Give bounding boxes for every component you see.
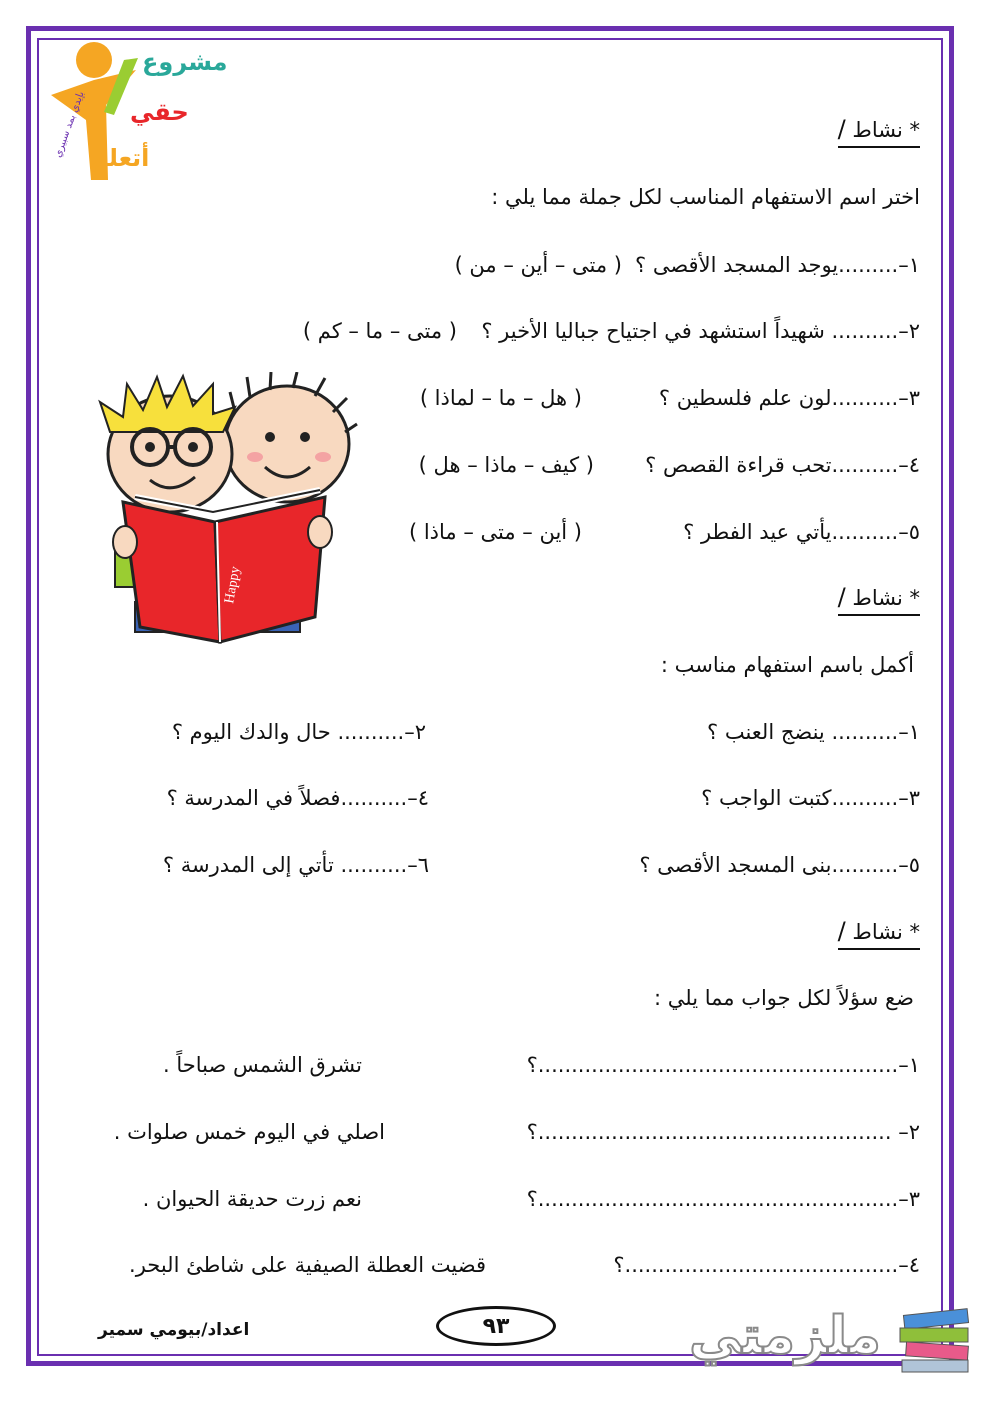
book-title: Happy — [222, 565, 244, 605]
page-number: ٩٣ — [436, 1306, 556, 1346]
activity3-question-1: ١–......................................................؟ — [526, 1053, 920, 1077]
activity1-options-3: ( هل – ما – لماذا ) — [419, 386, 582, 410]
activity3-instruction: ضع سؤلاً لكل جواب مما يلي : — [654, 986, 914, 1010]
activity3-answer-1: تشرق الشمس صباحاً . — [163, 1053, 362, 1077]
activity1-question-2: ٢–.......... شهيداً استشهد في اجتياح جباليا الأخير ؟ — [481, 319, 920, 343]
activity3-question-2: ٢– .....................................................؟ — [526, 1120, 920, 1144]
activity3-answer-2: اصلي في اليوم خمس صلوات . — [113, 1120, 385, 1144]
activity1-options-2: ( متى – ما – كم ) — [302, 319, 457, 343]
heading-slash: / — [837, 583, 846, 611]
kids-reading-illustration — [95, 372, 360, 647]
activity3-question-4: ٤–.........................................؟ — [613, 1253, 920, 1277]
activity3-question-3: ٣–......................................................؟ — [526, 1187, 920, 1211]
logo-word-right: حقي — [130, 98, 189, 126]
activity1-heading-text: * نشاط — [852, 118, 920, 142]
activity1-options-4: ( كيف – ماذا – هل ) — [418, 453, 594, 477]
heading-slash: / — [837, 917, 846, 945]
activity2-item-4: ٤–..........فصلاً في المدرسة ؟ — [166, 786, 429, 810]
author-credit: اعداد/بيومي سمير — [98, 1320, 250, 1340]
activity1-question-3: ٣–..........لون علم فلسطين ؟ — [658, 386, 920, 410]
activity2-item-2: ٢–.......... حال والدك اليوم ؟ — [171, 720, 426, 744]
activity3-answer-3: نعم زرت حديقة الحيوان . — [142, 1187, 362, 1211]
activity1-question-4: ٤–..........تحب قراءة القصص ؟ — [645, 453, 920, 477]
logo-tagline: بإيدي بمد سبيري — [52, 89, 87, 160]
activity1-instruction: اختر اسم الاستفهام المناسب لكل جملة مما يلي : — [491, 185, 920, 209]
project-logo — [46, 40, 226, 190]
activity2-item-6: ٦–.......... تأتي إلى المدرسة ؟ — [162, 853, 429, 877]
activity2-item-3: ٣–..........كتبت الواجب ؟ — [701, 786, 920, 810]
activity2-item-5: ٥–..........بنى المسجد الأقصى ؟ — [639, 853, 920, 877]
activity2-item-1: ١–.......... ينضج العنب ؟ — [707, 720, 920, 744]
brand-watermark — [660, 1292, 980, 1388]
activity1-options-1: ( متى – أين – من ) — [454, 253, 622, 277]
brand-name: ملزمتي — [689, 1306, 881, 1366]
kids-reading-icon — [95, 372, 360, 647]
activity1-question-1: ١–.........يوجد المسجد الأقصى ؟ — [635, 253, 920, 277]
activity1-heading — [838, 114, 920, 148]
logo-word-learn: أتعلم — [90, 144, 150, 172]
page-border-inner — [37, 38, 943, 1356]
activity3-heading-text: * نشاط — [852, 920, 920, 944]
activity1-options-5: ( أين – متى – ماذا ) — [408, 520, 582, 544]
activity2-heading-text: * نشاط — [852, 586, 920, 610]
logo-word-project: مشروع — [142, 48, 228, 76]
activity3-heading — [838, 916, 920, 950]
activity2-heading — [838, 582, 920, 616]
activity1-question-5: ٥–..........يأتي عيد الفطر ؟ — [683, 520, 920, 544]
activity2-instruction: أكمل باسم استفهام مناسب : — [660, 653, 914, 677]
activity3-answer-4: قضيت العطلة الصيفية على شاطئ البحر. — [129, 1253, 486, 1277]
heading-slash: / — [837, 115, 846, 143]
